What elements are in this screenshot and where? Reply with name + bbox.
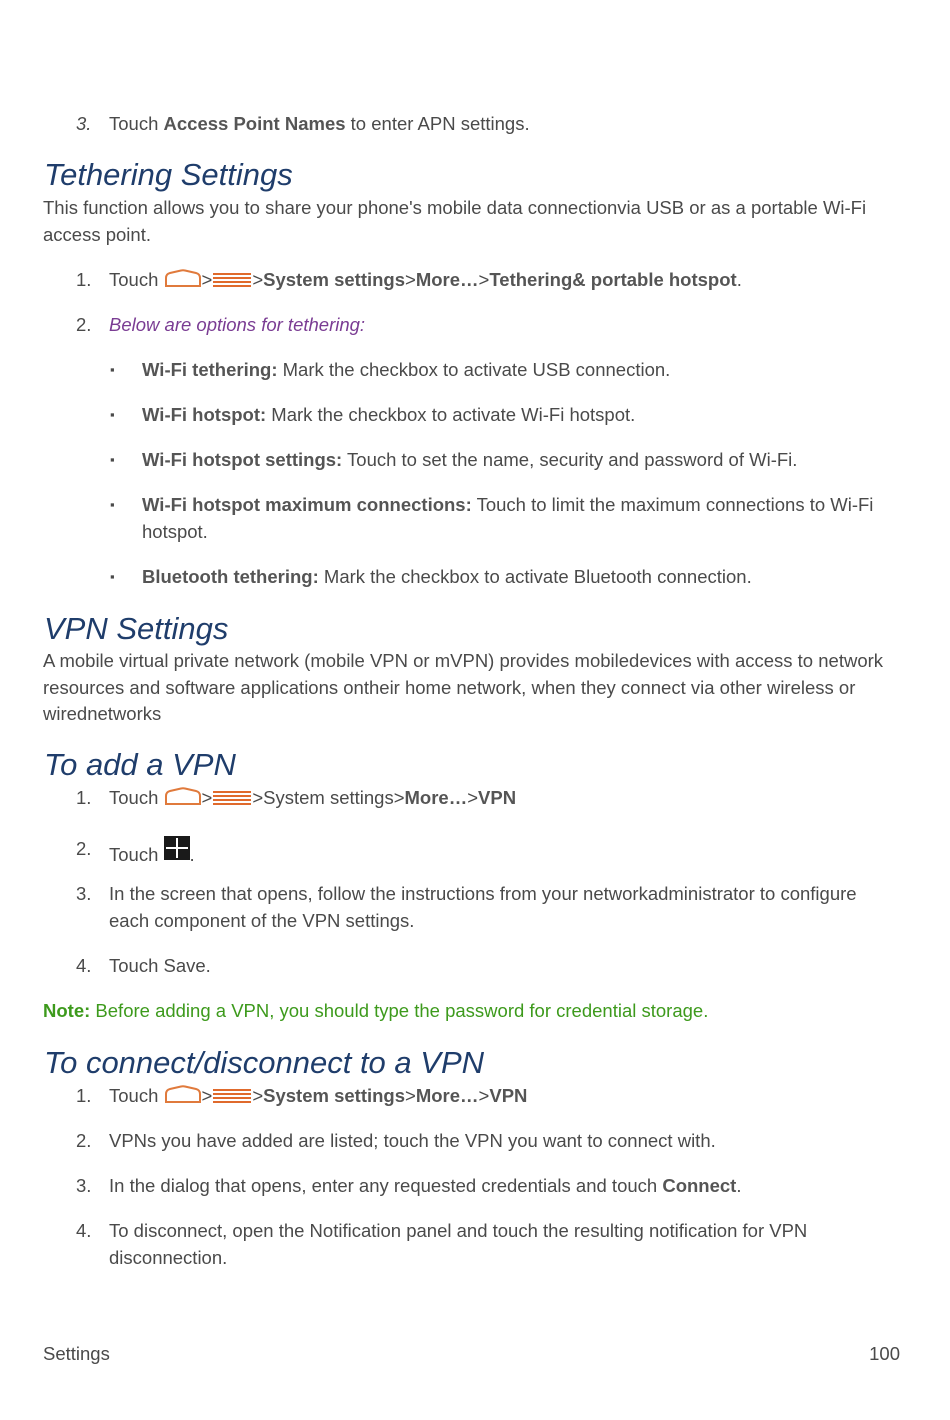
section-heading-add-vpn: To add a VPN bbox=[44, 747, 236, 782]
step-number: 2. bbox=[76, 838, 92, 859]
page-number: 100 bbox=[869, 1343, 900, 1364]
bullet-marker: ▪ bbox=[110, 497, 115, 512]
bullet-marker: ▪ bbox=[110, 407, 115, 422]
step-text: > bbox=[467, 787, 479, 808]
step-bold: Access Point Names bbox=[163, 113, 346, 134]
connect-vpn-step-2: VPNs you have added are listed; touch the VPN you want to connect with. bbox=[109, 1130, 716, 1151]
bullet-wifi-hotspot bbox=[142, 402, 902, 429]
step-text: . bbox=[736, 1175, 742, 1196]
bullet-marker: ▪ bbox=[110, 362, 115, 377]
footer-section: Settings bbox=[43, 1343, 110, 1364]
step-bold: Connect bbox=[662, 1175, 737, 1196]
home-icon bbox=[164, 269, 202, 297]
bullet-desc: Mark the checkbox to activate Wi-Fi hotspot. bbox=[266, 404, 636, 425]
step-text: Touch bbox=[109, 844, 164, 865]
home-icon bbox=[164, 1085, 202, 1113]
add-vpn-step-2 bbox=[109, 836, 909, 869]
bullet-marker: ▪ bbox=[110, 452, 115, 467]
connect-vpn-step-4: To disconnect, open the Notification panel and touch the resulting notification for VPN disconnection. bbox=[109, 1220, 808, 1268]
menu-icon bbox=[212, 788, 252, 815]
step-number: 3. bbox=[76, 113, 92, 134]
section-heading-connect-vpn: To connect/disconnect to a VPN bbox=[44, 1045, 485, 1080]
bullet-desc: Mark the checkbox to activate Bluetooth connection. bbox=[318, 566, 752, 587]
section-heading-vpn: VPN Settings bbox=[44, 611, 229, 646]
step-bold: More… bbox=[415, 1085, 479, 1106]
step-text: . bbox=[736, 269, 742, 290]
step-text: > bbox=[201, 787, 213, 808]
add-vpn-step-3: In the screen that opens, follow the instructions from your networkadministrator to configure each component of the VPN settings. bbox=[109, 883, 857, 931]
step-text: > bbox=[405, 269, 416, 290]
bullet-marker: ▪ bbox=[110, 569, 115, 584]
section-heading-tethering: Tethering Settings bbox=[44, 157, 293, 192]
step-bold: System settings bbox=[263, 269, 406, 290]
add-vpn-step-4: Touch Save. bbox=[109, 955, 211, 976]
connect-vpn-step-1 bbox=[109, 1083, 909, 1113]
note-label: Note: bbox=[43, 1000, 91, 1021]
step-number: 1. bbox=[76, 1085, 92, 1106]
bullet-wifi-hotspot-settings bbox=[142, 447, 902, 474]
bullet-bluetooth-tethering bbox=[142, 564, 902, 591]
step-bold: More… bbox=[415, 269, 479, 290]
bullet-term: Wi-Fi hotspot: bbox=[142, 404, 267, 425]
tethering-step-2: Below are options for tethering: bbox=[109, 314, 366, 335]
step-number: 4. bbox=[76, 1220, 92, 1241]
apn-step bbox=[109, 111, 909, 138]
step-text: > bbox=[252, 269, 264, 290]
bullet-term: Wi-Fi tethering: bbox=[142, 359, 278, 380]
step-text: > bbox=[201, 269, 213, 290]
step-text: Touch bbox=[109, 1085, 164, 1106]
step-text: Touch bbox=[109, 787, 164, 808]
step-text: > bbox=[478, 269, 490, 290]
step-text: Touch bbox=[109, 269, 164, 290]
note-text: Before adding a VPN, you should type the password for credential storage. bbox=[90, 1000, 709, 1021]
bullet-desc: Mark the checkbox to activate USB connection. bbox=[277, 359, 671, 380]
add-icon bbox=[164, 836, 190, 868]
vpn-intro: A mobile virtual private network (mobile VPN or mVPN) provides mobiledevices with access to network resources and software applications ontheir home network, when they connect via other wireless or wirednetworks bbox=[43, 650, 884, 724]
bullet-desc: Touch to set the name, security and password of Wi-Fi. bbox=[342, 449, 798, 470]
home-icon bbox=[164, 787, 202, 815]
tethering-step-1 bbox=[109, 267, 909, 297]
step-text: . bbox=[189, 844, 195, 865]
add-vpn-step-1 bbox=[109, 785, 909, 815]
menu-icon bbox=[212, 1086, 252, 1113]
note bbox=[43, 998, 903, 1025]
step-bold: Tethering& portable hotspot bbox=[489, 269, 737, 290]
step-bold: System settings bbox=[263, 1085, 406, 1106]
step-bold: VPN bbox=[489, 1085, 528, 1106]
step-number: 2. bbox=[76, 1130, 92, 1151]
bullet-term: Wi-Fi hotspot maximum connections: bbox=[142, 494, 472, 515]
step-text: Touch bbox=[109, 113, 164, 134]
bullet-term: Wi-Fi hotspot settings: bbox=[142, 449, 343, 470]
step-text: to enter APN settings. bbox=[345, 113, 530, 134]
bullet-wifi-tethering bbox=[142, 357, 902, 384]
step-text: > bbox=[478, 1085, 490, 1106]
step-number: 2. bbox=[76, 314, 92, 335]
step-text: >System settings> bbox=[252, 787, 405, 808]
step-text: > bbox=[201, 1085, 213, 1106]
connect-vpn-step-3 bbox=[109, 1173, 909, 1200]
step-number: 4. bbox=[76, 955, 92, 976]
bullet-term: Bluetooth tethering: bbox=[142, 566, 319, 587]
menu-icon bbox=[212, 270, 252, 297]
step-number: 3. bbox=[76, 1175, 92, 1196]
step-bold: VPN bbox=[478, 787, 517, 808]
step-number: 3. bbox=[76, 883, 92, 904]
step-text: > bbox=[252, 1085, 264, 1106]
bullet-desc: Touch to limit the maximum connections to Wi-Fi hotspot. bbox=[142, 494, 874, 542]
bullet-wifi-hotspot-max bbox=[142, 492, 902, 545]
step-text: In the dialog that opens, enter any requested credentials and touch bbox=[109, 1175, 663, 1196]
tethering-intro: This function allows you to share your phone's mobile data connectionvia USB or as a portable Wi-Fi access point. bbox=[43, 197, 867, 245]
step-number: 1. bbox=[76, 269, 92, 290]
step-bold: More… bbox=[404, 787, 468, 808]
step-number: 1. bbox=[76, 787, 92, 808]
step-text: > bbox=[405, 1085, 416, 1106]
